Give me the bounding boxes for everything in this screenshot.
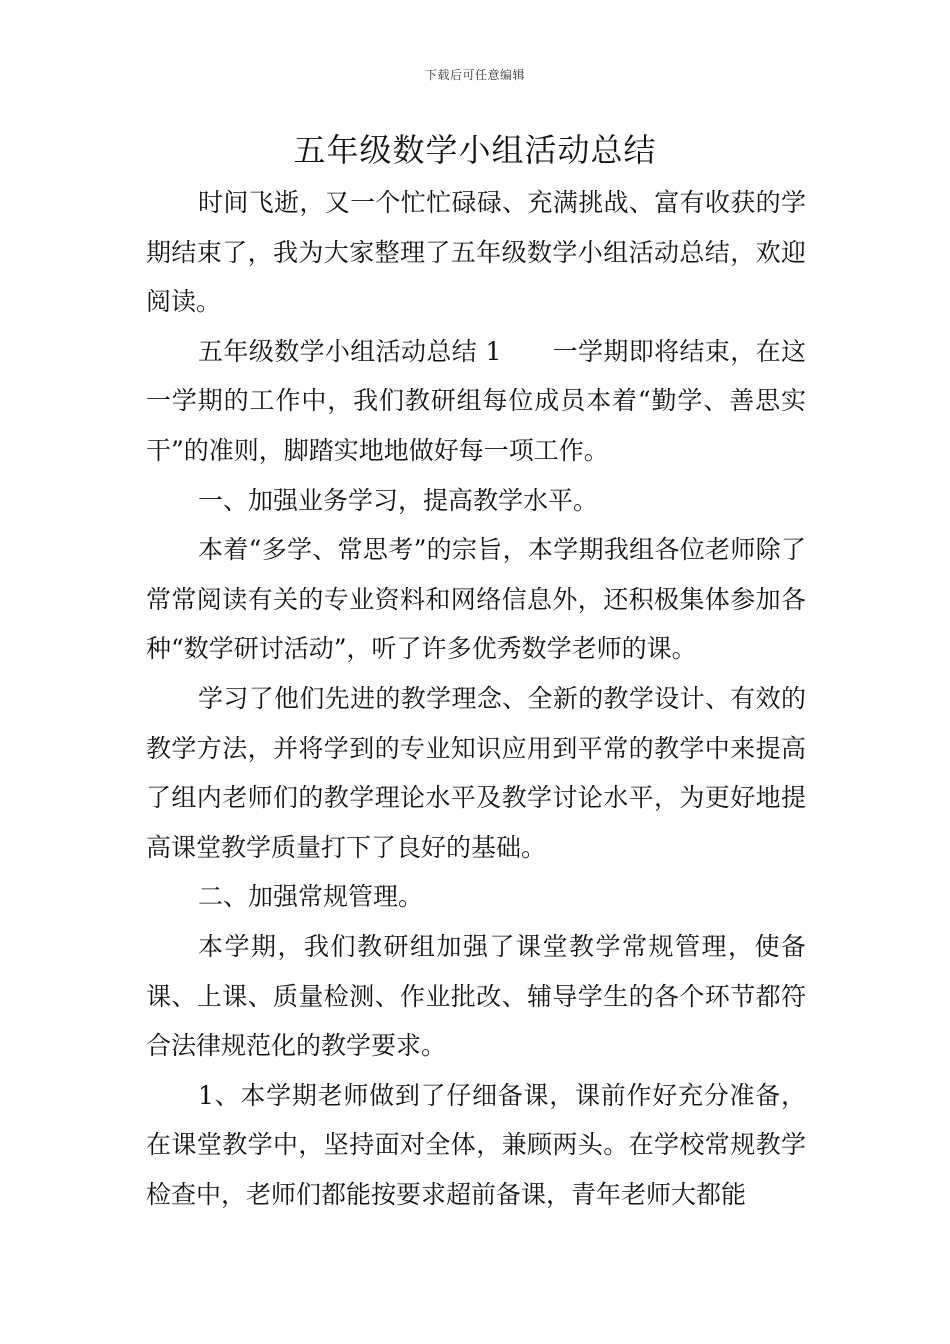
paragraph-study: 本着“多学、常思考”的宗旨，本学期我组各位老师除了常常阅读有关的专业资料和网络信息外，还积极集体参加各种“数学研讨活动”，听了许多优秀数学老师的课。	[146, 535, 806, 664]
document-body	[146, 178, 806, 1219]
paragraph-lesson-prep: 1、本学期老师做到了仔细备课，课前作好充分准备，在课堂教学中，坚持面对全体，兼顾两头。在学校常规教学检查中，老师们都能按要求超前备课，青年老师大都能	[146, 1080, 806, 1209]
paragraph-management: 本学期，我们教研组加强了课堂教学常规管理，使备课、上课、质量检测、作业批改、辅导学生的各个环节都符合法律规范化的教学要求。	[146, 931, 806, 1061]
header-note: 下载后可任意编辑	[424, 68, 525, 82]
document-title: 五年级数学小组活动总结	[293, 131, 657, 169]
paragraph-summary-1-opening: 五年级数学小组活动总结 1 一学期即将结束，在这一学期的工作中，我们教研组每位成员本着“勤学、善思实干”的准则，脚踏实地地做好每一项工作。	[146, 336, 806, 465]
paragraph-learning: 学习了他们先进的教学理念、全新的教学设计、有效的教学方法，并将学到的专业知识应用到平常的教学中来提高了组内老师们的教学理论水平及教学讨论水平，为更好地提高课堂教学质量打下了良好的基础。	[146, 683, 806, 862]
paragraph-intro: 时间飞逝，又一个忙忙碌碌、充满挑战、富有收获的学期结束了，我为大家整理了五年级数学小组活动总结，欢迎阅读。	[146, 188, 806, 317]
section-heading-1: 一、加强业务学习，提高教学水平。	[198, 485, 599, 515]
section-heading-2: 二、加强常规管理。	[198, 882, 424, 912]
